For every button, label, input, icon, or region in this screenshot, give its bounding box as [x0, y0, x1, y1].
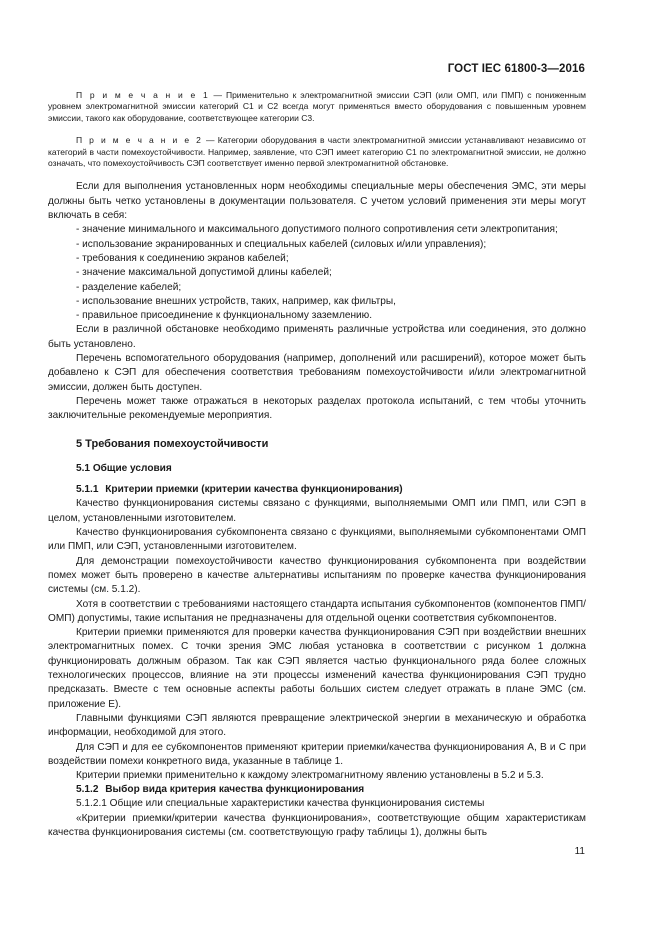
note-1	[48, 90, 586, 124]
paragraph: Главными функциями СЭП являются превращение электрической энергии в механическую и обработка информации, необходимой для этого.	[48, 712, 586, 739]
section-5-1-2-1-heading: 5.1.2.1 Общие или специальные характеристики качества функционирования системы	[76, 798, 485, 810]
document-code-header: ГОСТ IEC 61800-3—2016	[447, 63, 585, 75]
note-1-text: — Применительно к электромагнитной эмиссии СЭП (или ОМП, или ПМП) с пониженным уровнем электромагнитной эмиссии категорий С1 и С2 всегда могут применяться вместо оборудования с повышенным уровнем эмиссии, такого как оборудование, соответствующее категории С3.	[48, 90, 586, 123]
emc-measures-paragraph: Если для выполнения установленных норм необходимы специальные меры обеспечения ЭМС, эти меры должны быть четко установлены в документации пользователя. С учетом условий применения эти меры могут включать в себя:	[48, 181, 586, 222]
paragraph: Качество функционирования системы связано с функциями, выполняемыми ОМП или ПМП, или СЭП в целом, установленными изготовителем.	[48, 498, 586, 524]
list-item: - использование экранированных и специальных кабелей (силовых и/или управления);	[76, 238, 487, 250]
list-item: - использование внешних устройств, таких, например, как фильтры,	[76, 295, 396, 307]
paragraph: Критерии приемки применяются для проверки качества функционирования СЭП при воздействии внешних электромагнитных помех. С точки зрения ЭМС любая установка в соответствии с рисунком 1 должна функционировать должным образом. Так как СЭП является частью функционального ряда более сложных технологических процессов, влияние на эти процессы изменений качества функционирования СЭП трудно предсказать. Вместе с тем основные аспекты работы больших систем следует отражать в плане ЭМС (см. приложение Е).	[48, 627, 586, 710]
section-5-1-1-heading	[48, 483, 586, 497]
paragraph: Хотя в соответствии с требованиями настоящего стандарта испытания субкомпонентов (компонентов ПМП/ОМП) допустимы, такие испытания не предназначены для отдельной оценки соответствия субкомпонентов.	[48, 598, 586, 624]
paragraph: Перечень может также отражаться в некоторых разделах протокола испытаний, с тем чтобы уточнить заключительные рекомендуемые мероприятия.	[48, 395, 586, 422]
section-title: Критерии приемки (критерии качества функционирования)	[105, 484, 403, 496]
list-item: - значение максимальной допустимой длины кабелей;	[76, 267, 332, 279]
note-2-text: — Категории оборудования в части электромагнитной эмиссии устанавливают независимо от категорий в части помехоустойчивости. Например, заявление, что СЭП имеет категорию С1 по электромагнитной эмиссии, не должно означать, что помехоустойчивость СЭП соответствует именно первой электромагнитной обстановке.	[48, 135, 586, 169]
page-number: 11	[574, 846, 585, 857]
note-2	[48, 135, 586, 169]
list-item: - значение минимального и максимального допустимого полного сопротивления сети электропитания;	[76, 224, 558, 236]
list-item: - требования к соединению экранов кабелей;	[76, 252, 289, 264]
section-5-heading: 5 Требования помехоустойчивости	[76, 438, 269, 451]
section-number: 5.1.1	[76, 484, 99, 496]
paragraph: Качество функционирования субкомпонента связано с функциями, выполняемыми субкомпонентами ОМП или ПМП, или СЭП, установленными изготовителем.	[48, 527, 586, 553]
list-item: - разделение кабелей;	[76, 281, 182, 293]
section-number: 5.1.2	[76, 784, 99, 796]
paragraph: Перечень вспомогательного оборудования (например, дополнений или расширений), которое может быть добавлено к СЭП для обеспечения соответствия требованиям помехоустойчивости и/или электромагнитной эмиссии, должен быть доступен.	[48, 353, 586, 393]
paragraph: Для демонстрации помехоустойчивости качество функционирования субкомпонента при воздействии помех может быть проверено в качестве альтернативы испытаниям по проверке качества функционирования системы (см. 5.1.2).	[48, 555, 586, 596]
page-content	[48, 90, 586, 840]
list-item: - правильное присоединение к функциональному заземлению.	[76, 310, 373, 322]
note-2-label: П р и м е ч а н и е 2	[76, 135, 203, 146]
paragraph: Для СЭП и для ее субкомпонентов применяют критерии приемки/качества функционирования А, В и С при воздействии помехи конкретного вида, указанные в таблице 1.	[48, 741, 586, 767]
note-1-label: П р и м е ч а н и е 1	[76, 90, 210, 100]
paragraph: Критерии приемки применительно к каждому электромагнитному явлению установлены в 5.2 и 5.3.	[76, 770, 544, 782]
section-5-1-heading: 5.1 Общие условия	[76, 463, 172, 475]
section-title: Выбор вида критерия качества функционирования	[105, 784, 365, 796]
section-5-1-2-heading	[48, 783, 586, 797]
emc-measures-list	[48, 223, 586, 323]
paragraph: Если в различной обстановке необходимо применять различные устройства или соединения, это должно быть установлено.	[48, 324, 586, 350]
paragraph: «Критерии приемки/критерии качества функционирования», соответствующие общим характеристикам качества функционирования системы (см. соответствующую графу таблицы 1), должны быть	[48, 812, 586, 839]
